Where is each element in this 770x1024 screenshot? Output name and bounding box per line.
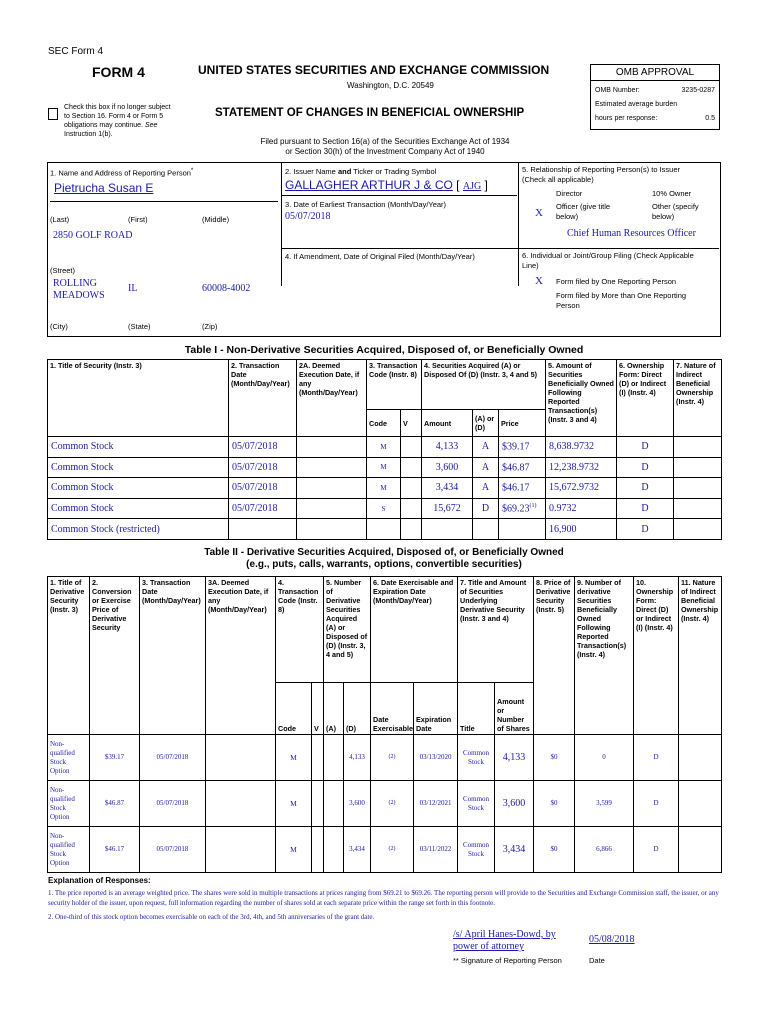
t1-cell-amount [422,519,473,540]
t2-h-owned: 9. Number of derivative Securities Beneficially Owned Following Reported Transaction(s) (Instr. 4) [575,577,634,735]
one-person-label: Form filed by One Reporting Person [556,277,677,286]
t1-row [48,437,722,458]
t2-cell-d: 3,434 [344,827,371,873]
table1-title: Table I - Non-Derivative Securities Acquired, Disposed of, or Beneficially Owned [184,344,584,356]
omb-number: 3235-0287 [681,87,715,94]
signature-date-label: Date [589,956,605,965]
t2-cell-a [324,735,344,781]
t2-cell-utitle: Common Stock [458,735,495,781]
t2-h-d: (D) [344,683,371,735]
signature-label: ** Signature of Reporting Person [453,956,562,965]
table1 [47,359,722,540]
t1-cell-date: 05/07/2018 [229,498,297,519]
t1-h-securities: 4. Securities Acquired (A) or Disposed Of (D) (Instr. 3, 4 and 5) [422,360,546,410]
t1-cell-title: Common Stock [48,457,229,478]
t2-cell-expiration: 03/13/2020 [414,735,458,781]
t1-cell-form: D [617,478,674,499]
city-value: ROLLING MEADOWS [53,278,105,301]
t1-h-code-sub: Code [367,410,401,437]
t1-h-amount: Amount [422,410,473,437]
director-label: Director [556,189,583,198]
t2-cell-code: M [276,827,312,873]
t1-cell-code [367,519,401,540]
t1-cell-v [401,519,422,540]
zip-value: 60008-4002 [202,283,251,294]
t1-cell-code: M [367,478,401,499]
t1-cell-code: M [367,437,401,458]
t1-row [48,519,722,540]
t2-cell-price: $0 [534,827,575,873]
t1-h-deemed: 2A. Deemed Execution Date, if any (Month/Day/Year) [297,360,367,437]
other-label: Other (specify below) [652,202,699,221]
officer-checkmark[interactable]: X [535,207,543,219]
t1-cell-owned: 8,638.9732 [546,437,617,458]
omb-hours: 0.5 [705,115,715,122]
t1-cell-price: $46.87 [499,457,546,478]
middle-label: (Middle) [202,215,230,224]
first-label: (First) [128,215,148,224]
reporting-person-label: 1. Name and Address of Reporting Person* [50,167,194,178]
t1-cell-v [401,478,422,499]
table2-title: Table II - Derivative Securities Acquired, Disposed of, or Beneficially Owned (e.g., puts, calls, warrants, options, convertible securities) [204,547,564,570]
t1-h-title: 1. Title of Security (Instr. 3) [48,360,229,437]
t1-cell-nature [674,519,722,540]
t2-h-form: 10. Ownership Form: Direct (D) or Indirect (I) (Instr. 4) [634,577,679,735]
t2-h-date: 3. Transaction Date (Month/Day/Year) [140,577,206,735]
t1-cell-nature [674,457,722,478]
t1-cell-price: $69.23$^{(1)}$ [499,498,546,519]
t1-cell-title: Common Stock (restricted) [48,519,229,540]
issuer-ticker[interactable]: AJG [462,181,482,192]
omb-hours-label: hours per response: [595,115,658,122]
t1-price-footnote: (1) [529,502,537,509]
t1-cell-ad: A [473,437,499,458]
t1-cell-deemed [297,437,367,458]
zip-label: (Zip) [202,322,218,331]
t2-cell-conversion: $46.87 [90,781,140,827]
no-longer-subject-checkbox[interactable] [48,108,58,120]
t1-cell-title: Common Stock [48,437,229,458]
t2-h-a: (A) [324,683,344,735]
t1-cell-title: Common Stock [48,498,229,519]
t2-h-date-ex: Date Exercisable [371,683,414,735]
multiple-persons-label: Form filed by More than One Reporting Person [556,291,687,310]
t2-h-underlying: 7. Title and Amount of Securities Underlying Derivative Security (Instr. 3 and 4) [458,577,534,683]
city-label: (City) [50,322,68,331]
t2-cell-utitle: Common Stock [458,781,495,827]
t1-cell-amount: 4,133 [422,437,473,458]
t1-cell-code: S [367,498,401,519]
omb-burden-label: Estimated average burden [595,101,678,108]
t2-cell-expiration: 03/11/2022 [414,827,458,873]
filed-pursuant: Filed pursuant to Section 16(a) of the Securities Exchange Act of 1934 or Section 30(h) of the Investment Company Act of 1940 [260,137,510,156]
t1-h-ad: (A) or (D) [473,410,499,437]
t2-cell-price: $0 [534,735,575,781]
t1-cell-form: D [617,437,674,458]
t2-cell-nature [679,827,722,873]
commission-title: UNITED STATES SECURITIES AND EXCHANGE COMMISSION [198,63,550,77]
t2-h-deemed: 3A. Deemed Execution Date, if any (Month/Day/Year) [206,577,276,735]
t1-cell-amount: 3,600 [422,457,473,478]
t1-cell-ad: A [473,478,499,499]
t2-cell-nature [679,781,722,827]
t2-cell-d: 3,600 [344,781,371,827]
t1-cell-ad: A [473,457,499,478]
t1-cell-deemed [297,457,367,478]
omb-title: OMB APPROVAL [590,64,720,81]
t1-row [48,498,722,519]
t2-row [48,735,722,781]
t1-h-nature: 7. Nature of Indirect Beneficial Ownership (Instr. 4) [674,360,722,437]
t1-cell-owned: 0.9732 [546,498,617,519]
sec-form-label: SEC Form 4 [48,46,104,57]
t2-cell-d: 4,133 [344,735,371,781]
t2-cell-owned: 6,866 [575,827,634,873]
omb-approval-box [590,64,720,130]
t1-cell-owned: 15,672.9732 [546,478,617,499]
t1-cell-code: M [367,457,401,478]
signature-date-value: 05/08/2018 [589,934,635,945]
t2-h-v: V [312,683,324,735]
t1-cell-date [229,519,297,540]
t1-cell-date: 05/07/2018 [229,457,297,478]
t1-cell-v [401,498,422,519]
t2-cell-title: Non-qualified Stock Option [48,735,90,781]
omb-number-label: OMB Number: [595,87,640,94]
t2-cell-form: D [634,735,679,781]
t2-cell-nature [679,735,722,781]
issuer-label: 2. Issuer Name and Ticker or Trading Symbol [285,167,437,176]
t2-cell-a [324,781,344,827]
t2-cell-ushares: 4,133 [495,735,534,781]
t1-row [48,457,722,478]
t2-cell-exercisable: (2) [371,781,414,827]
t2-cell-title: Non-qualified Stock Option [48,781,90,827]
officer-label: Officer (give title below) [556,202,611,221]
t1-cell-v [401,437,422,458]
statement-title: STATEMENT OF CHANGES IN BENEFICIAL OWNERSHIP [215,107,525,119]
ten-percent-owner-label: 10% Owner [652,189,692,198]
t2-h-code: 4. Transaction Code (Instr. 8) [276,577,324,683]
t2-cell-exercisable: (2) [371,735,414,781]
t1-h-date: 2. Transaction Date (Month/Day/Year) [229,360,297,437]
t2-cell-utitle: Common Stock [458,827,495,873]
street-label: (Street) [50,266,76,275]
t2-cell-title: Non-qualified Stock Option [48,827,90,873]
t1-cell-date: 05/07/2018 [229,437,297,458]
t2-cell-owned: 3,599 [575,781,634,827]
t2-cell-ushares: 3,434 [495,827,534,873]
t2-cell-form: D [634,781,679,827]
state-value: IL [128,283,138,294]
commission-location: Washington, D.C. 20549 [347,81,434,90]
t2-cell-deemed [206,735,276,781]
t1-cell-v [401,457,422,478]
t1-cell-nature [674,478,722,499]
t2-row [48,781,722,827]
reporting-person-name[interactable]: Pietrucha Susan E [54,181,154,195]
t2-h-code-sub: Code [276,683,312,735]
t2-cell-expiration: 03/12/2021 [414,781,458,827]
t2-cell-code: M [276,735,312,781]
t2-h-ushares: Amount or Number of Shares [495,683,534,735]
t1-row [48,478,722,499]
t2-h-exercisable: 6. Date Exercisable and Expiration Date (Month/Day/Year) [371,577,458,683]
t2-cell-conversion: $46.17 [90,827,140,873]
t1-h-form: 6. Ownership Form: Direct (D) or Indirect (I) (Instr. 4) [617,360,674,437]
t2-cell-exercisable: (2) [371,827,414,873]
t2-cell-deemed [206,781,276,827]
t2-h-conversion: 2. Conversion or Exercise Price of Derivative Security [90,577,140,735]
last-label: (Last) [50,215,70,224]
t1-h-price: Price [499,410,546,437]
t1-cell-deemed [297,498,367,519]
street-value: 2850 GOLF ROAD [53,230,133,241]
relationship-label: 5. Relationship of Reporting Person(s) to Issuer (Check all applicable) [522,165,680,184]
t1-cell-date: 05/07/2018 [229,478,297,499]
t2-cell-code: M [276,781,312,827]
t2-cell-v [312,827,324,873]
t2-cell-v [312,735,324,781]
explanation-title: Explanation of Responses: [48,876,151,885]
form-title: FORM 4 [92,64,145,80]
t1-cell-form: D [617,457,674,478]
t2-cell-a [324,827,344,873]
t1-cell-nature [674,437,722,458]
t1-cell-deemed [297,519,367,540]
earliest-date-value: 05/07/2018 [285,211,331,222]
t2-cell-deemed [206,827,276,873]
table2 [47,576,722,873]
amendment-label: 4. If Amendment, Date of Original Filed (Month/Day/Year) [285,252,475,261]
signature-value: /s/ April Hanes-Dowd, by power of attorney [453,929,556,952]
t1-cell-owned: 12,238.9732 [546,457,617,478]
t1-cell-ad: D [473,498,499,519]
t2-h-nature: 11. Nature of Indirect Beneficial Ownership (Instr. 4) [679,577,722,735]
t2-row [48,827,722,873]
t1-cell-amount: 3,434 [422,478,473,499]
t1-cell-nature [674,498,722,519]
t1-cell-ad [473,519,499,540]
t1-cell-amount: 15,672 [422,498,473,519]
t1-cell-form: D [617,519,674,540]
officer-title: Chief Human Resources Officer [567,228,696,239]
t1-cell-title: Common Stock [48,478,229,499]
t2-h-number: 5. Number of Derivative Securities Acquired (A) or Disposed of (D) (Instr. 3, 4 and 5) [324,577,371,683]
t1-h-v: V [401,410,422,437]
t2-cell-ushares: 3,600 [495,781,534,827]
t2-cell-date: 05/07/2018 [140,781,206,827]
t1-cell-price: $46.17 [499,478,546,499]
t1-h-code: 3. Transaction Code (Instr. 8) [367,360,422,410]
filing-type-label: 6. Individual or Joint/Group Filing (Check Applicable Line) [522,251,694,270]
t2-h-price: 8. Price of Derivative Security (Instr. 5) [534,577,575,735]
t1-cell-owned: 16,900 [546,519,617,540]
footnote-1: 1. The price reported is an average weighted price. The shares were sold in multiple transactions at prices ranging from $69.21 to $69.26. The reporting person will provide to the Securities and Exchange Commission staff, the issuer, or any security holder of the issuer, upon request, full information regarding the number of shares sold at each separate price within the range set forth in this footnote. [48,889,719,907]
t2-cell-conversion: $39.17 [90,735,140,781]
t1-cell-deemed [297,478,367,499]
issuer-name-line: GALLAGHER ARTHUR J & CO [ AJG ] [285,178,488,192]
t2-h-utitle: Title [458,683,495,735]
t1-cell-form: D [617,498,674,519]
check-box-text: Check this box if no longer subject to Section 16. Form 4 or Form 5 obligations may continue. See Instruction 1(b). [64,104,171,138]
t1-cell-price: $39.17 [499,437,546,458]
t1-h-owned: 5. Amount of Securities Beneficially Owned Following Reported Transaction(s) (Instr. 3 and 4) [546,360,617,437]
t1-cell-price [499,519,546,540]
t2-cell-owned: 0 [575,735,634,781]
t2-cell-price: $0 [534,781,575,827]
state-label: (State) [128,322,151,331]
issuer-name[interactable]: GALLAGHER ARTHUR J & CO [285,178,453,192]
one-person-checkmark[interactable]: X [535,275,543,287]
t2-cell-date: 05/07/2018 [140,827,206,873]
footnote-2: 2. One-third of this stock option becomes exercisable on each of the 3rd, 4th, and 5th anniversaries of the grant date. [48,913,375,921]
earliest-date-label: 3. Date of Earliest Transaction (Month/Day/Year) [285,200,447,209]
t2-cell-date: 05/07/2018 [140,735,206,781]
t2-cell-v [312,781,324,827]
t2-h-title: 1. Title of Derivative Security (Instr. 3) [48,577,90,735]
t2-h-expiration: Expiration Date [414,683,458,735]
t2-cell-form: D [634,827,679,873]
